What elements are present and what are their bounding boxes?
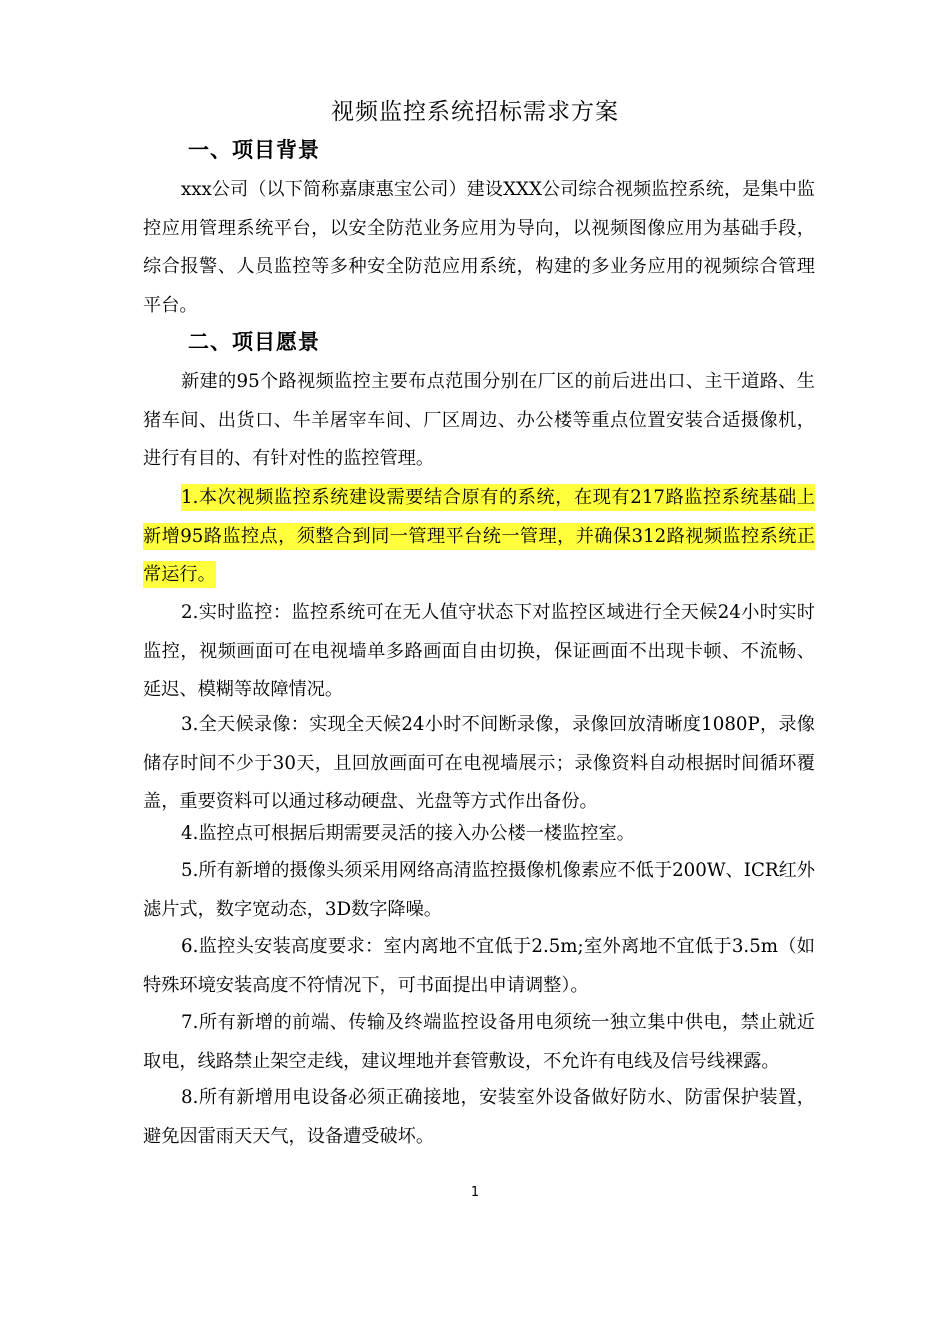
vision-item-3: 3.全天候录像：实现全天候24小时不间断录像，录像回放清晰度1080P，录像储存时间不少于30天，且回放画面可在电视墙展示；录像资料自动根据时间循环覆盖，重要资料可以通过移动硬盘、光盘等方式作出备份。 [143, 714, 815, 812]
document-title: 视频监控系统招标需求方案 [331, 99, 619, 125]
highlighted-text: 1.本次视频监控系统建设需要结合原有的系统，在现有217路监控系统基础上新增95路监控点，须整合到同一管理平台统一管理，并确保312路视频监控系统正常运行。 [143, 484, 815, 588]
vision-intro-paragraph: 新建的95个路视频监控主要布点范围分别在厂区的前后进出口、主干道路、生猪车间、出货口、牛羊屠宰车间、厂区周边、办公楼等重点位置安装合适摄像机，进行有目的、有针对性的监控管理。 [143, 371, 815, 469]
vision-item-1 [143, 479, 815, 595]
section-heading-vision: 二、项目愿景 [188, 330, 320, 354]
vision-item-4: 4.监控点可根据后期需要灵活的接入办公楼一楼监控室。 [181, 823, 635, 844]
background-paragraph: xxx公司（以下简称嘉康惠宝公司）建设XXX公司综合视频监控系统，是集中监控应用管理系统平台，以安全防范业务应用为导向，以视频图像应用为基础手段，综合报警、人员监控等多种安全防范应用系统，构建的多业务应用的视频综合管理平台。 [143, 179, 815, 316]
vision-item-5: 5.所有新增的摄像头须采用网络高清监控摄像机像素应不低于200W、ICR红外滤片式，数字宽动态，3D数字降噪。 [143, 860, 815, 920]
vision-item-7: 7.所有新增的前端、传输及终端监控设备用电须统一独立集中供电，禁止就近取电，线路禁止架空走线，建议埋地并套管敷设，不允许有电线及信号线裸露。 [143, 1012, 815, 1072]
vision-item-6: 6.监控头安装高度要求：室内离地不宜低于2.5m;室外离地不宜低于3.5m（如特殊环境安装高度不符情况下，可书面提出申请调整）。 [143, 936, 815, 996]
vision-item-8: 8.所有新增用电设备必须正确接地，安装室外设备做好防水、防雷保护装置，避免因雷雨天天气，设备遭受破坏。 [143, 1087, 815, 1147]
section-heading-background: 一、项目背景 [188, 138, 320, 162]
vision-item-2: 2.实时监控：监控系统可在无人值守状态下对监控区域进行全天候24小时实时监控，视频画面可在电视墙单多路画面自由切换，保证画面不出现卡顿、不流畅、延迟、模糊等故障情况。 [143, 602, 815, 700]
page-number: 1 [470, 1185, 480, 1200]
